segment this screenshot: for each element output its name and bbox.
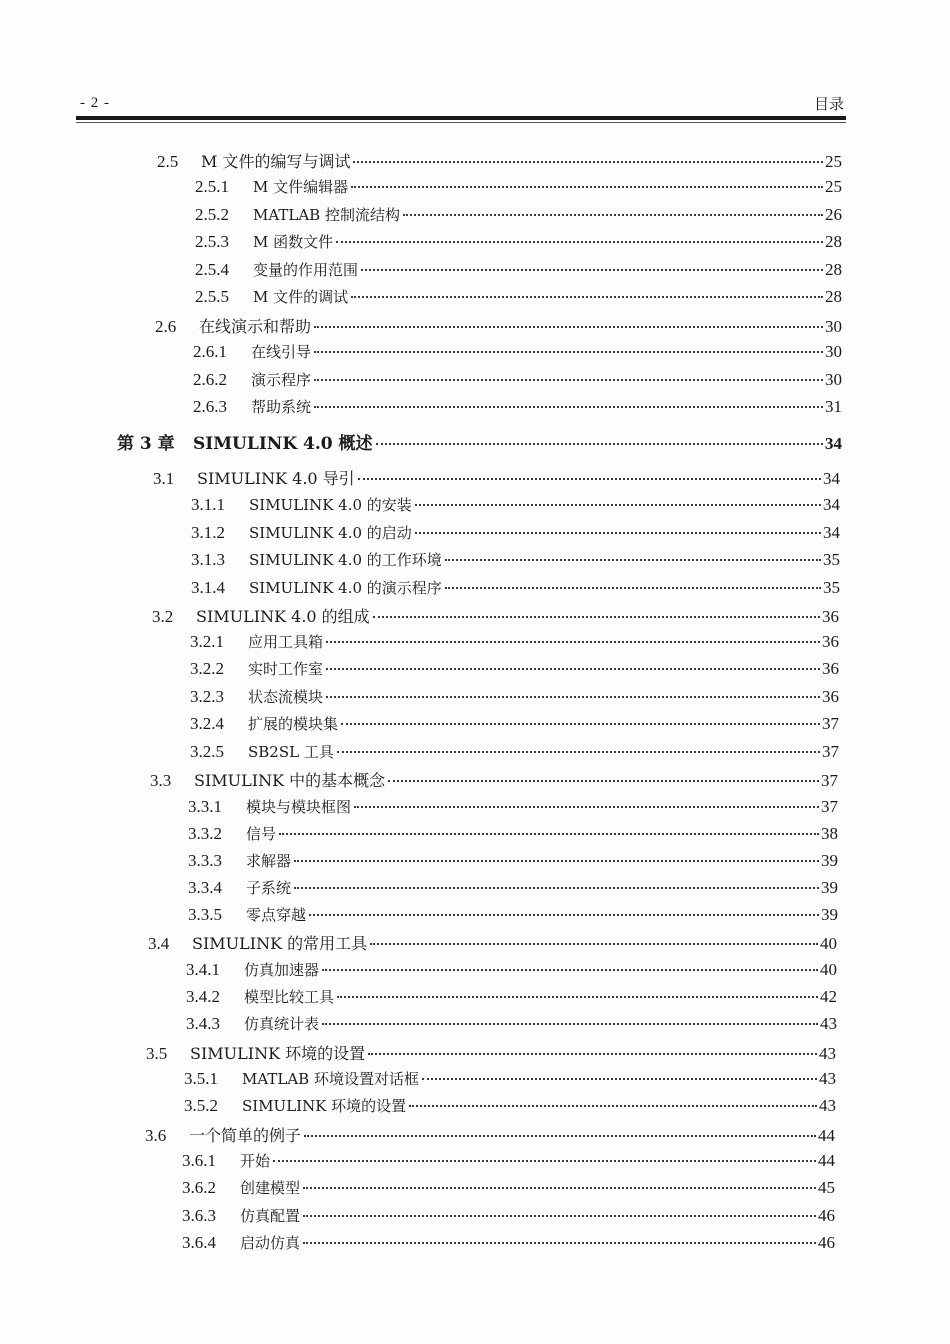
toc-number: 3.3.3 <box>188 851 222 870</box>
toc-number: 3.1.4 <box>191 578 225 597</box>
toc-subsection-entry <box>182 1150 835 1174</box>
toc-number: 2.6.3 <box>193 397 227 416</box>
toc-title: 开始 <box>240 1152 271 1170</box>
dot-leader <box>336 241 823 243</box>
toc-page-number: 36 <box>822 632 839 651</box>
toc-page-number: 28 <box>825 232 842 251</box>
toc-title: SIMULINK 4.0 的安装 <box>249 496 412 514</box>
toc-section-entry <box>152 604 839 628</box>
toc-subsection-entry <box>195 204 842 228</box>
toc-title: 子系统 <box>246 879 292 897</box>
dot-leader <box>376 443 823 445</box>
dot-leader <box>273 1160 816 1162</box>
toc-title: SB2SL 工具 <box>248 743 334 761</box>
toc-title: 仿真加速器 <box>244 961 320 979</box>
dot-leader <box>303 1242 816 1244</box>
dot-leader <box>314 406 823 408</box>
toc-page-number: 39 <box>821 878 838 897</box>
toc-page-number: 36 <box>822 607 839 626</box>
toc-number: 3.5.2 <box>184 1096 218 1115</box>
toc-subsection-entry <box>188 823 838 847</box>
toc-number: 3.4.1 <box>186 960 220 979</box>
toc-page-number: 35 <box>823 550 840 569</box>
dot-leader <box>314 351 823 353</box>
toc-number: 3.2.4 <box>190 714 224 733</box>
dot-leader <box>309 914 819 916</box>
toc-number: 3.3.5 <box>188 905 222 924</box>
toc-page-number: 44 <box>818 1151 835 1170</box>
toc-section-entry <box>145 1123 835 1147</box>
toc-page-number: 45 <box>818 1178 835 1197</box>
toc-section-entry <box>155 314 842 338</box>
dot-leader <box>388 780 819 782</box>
dot-leader <box>445 587 821 589</box>
toc-subsection-entry <box>188 796 838 820</box>
toc-title: SIMULINK 4.0 的组成 <box>196 607 370 626</box>
dot-leader <box>351 186 823 188</box>
toc-number: 2.6.2 <box>193 370 227 389</box>
dot-leader <box>326 696 820 698</box>
toc-subsection-entry <box>193 396 842 420</box>
toc-title: SIMULINK 4.0 概述 <box>193 434 373 454</box>
toc-subsection-entry <box>182 1205 835 1229</box>
toc-title: 仿真统计表 <box>244 1015 320 1033</box>
toc-number: 3.1.3 <box>191 550 225 569</box>
toc-title: SIMULINK 环境的设置 <box>190 1044 366 1063</box>
dot-leader <box>337 751 820 753</box>
toc-title: M 文件的编写与调试 <box>201 152 351 171</box>
toc-number: 3.2.1 <box>190 632 224 651</box>
toc-page-number: 28 <box>825 260 842 279</box>
toc-title: SIMULINK 4.0 导引 <box>197 469 355 488</box>
toc-number: 2.6.1 <box>193 342 227 361</box>
dot-leader <box>373 616 820 618</box>
toc-page-number: 39 <box>821 851 838 870</box>
toc-number: 3.4.3 <box>186 1014 220 1033</box>
toc-page-number: 25 <box>825 177 842 196</box>
toc-subsection-entry <box>193 369 842 393</box>
dot-leader <box>353 161 823 163</box>
toc-number: 3.6.2 <box>182 1178 216 1197</box>
toc-title: 模型比较工具 <box>244 988 335 1006</box>
dot-leader <box>341 723 820 725</box>
toc-page-number: 30 <box>825 317 842 336</box>
dot-leader <box>322 969 818 971</box>
toc-page-number: 43 <box>819 1069 836 1088</box>
toc-number: 2.5.5 <box>195 287 229 306</box>
toc-title: 演示程序 <box>251 371 312 389</box>
toc-subsection-entry <box>195 259 842 283</box>
toc-title: 在线演示和帮助 <box>199 317 312 336</box>
toc-subsection-entry <box>188 877 838 901</box>
toc-number: 3.6.3 <box>182 1206 216 1225</box>
toc-subsection-entry <box>193 341 842 365</box>
toc-page-number: 43 <box>819 1096 836 1115</box>
toc-title: 应用工具箱 <box>248 633 324 651</box>
toc-page-number: 39 <box>821 905 838 924</box>
toc-page-number: 37 <box>822 714 839 733</box>
toc-title: M 函数文件 <box>253 233 334 251</box>
toc-subsection-entry <box>195 231 842 255</box>
toc-page-number: 40 <box>820 934 837 953</box>
toc-number: 3.3.4 <box>188 878 222 897</box>
toc-section-entry <box>153 466 840 490</box>
toc-number: 2.5.1 <box>195 177 229 196</box>
dot-leader <box>303 1215 816 1217</box>
toc-title: 启动仿真 <box>240 1234 301 1252</box>
dot-leader <box>279 833 819 835</box>
toc-page-number: 37 <box>822 742 839 761</box>
toc-page-number: 25 <box>825 152 842 171</box>
toc-page-number: 34 <box>823 523 840 542</box>
toc-number: 3.2.5 <box>190 742 224 761</box>
toc-page-number: 37 <box>821 797 838 816</box>
toc-subsection-entry <box>188 850 838 874</box>
toc-title: 模块与模块框图 <box>246 798 352 816</box>
toc-page-number: 31 <box>825 397 842 416</box>
toc-subsection-entry <box>190 686 839 710</box>
toc-number: 3.2.3 <box>190 687 224 706</box>
toc-number: 2.5.3 <box>195 232 229 251</box>
toc-chapter-number: 第 3 章 <box>117 434 175 454</box>
toc-number: 3.6 <box>145 1126 167 1145</box>
toc-number: 3.3 <box>150 771 172 790</box>
page-number: - 2 - <box>80 95 110 111</box>
toc-title: 仿真配置 <box>240 1207 301 1225</box>
toc-section-entry <box>157 149 842 173</box>
toc-number: 2.5.4 <box>195 260 229 279</box>
toc-number: 3.4.2 <box>186 987 220 1006</box>
toc-title: 状态流模块 <box>248 688 324 706</box>
toc-number: 3.4 <box>148 934 170 953</box>
toc-subsection-entry <box>195 176 842 200</box>
dot-leader <box>314 379 823 381</box>
dot-leader <box>303 1187 816 1189</box>
toc-subsection-entry <box>191 494 840 518</box>
toc-subsection-entry <box>188 904 838 928</box>
toc-title: 变量的作用范围 <box>253 261 359 279</box>
toc-title: SIMULINK 4.0 的工作环境 <box>249 551 442 569</box>
dot-leader <box>445 559 821 561</box>
toc-subsection-entry <box>184 1068 836 1092</box>
toc-title: SIMULINK 4.0 的演示程序 <box>249 579 442 597</box>
toc-title: 在线引导 <box>251 343 312 361</box>
toc-subsection-entry <box>186 986 837 1010</box>
toc-section-entry <box>148 931 837 955</box>
dot-leader <box>351 296 823 298</box>
toc-page-number: 46 <box>818 1206 835 1225</box>
toc-page-number: 30 <box>825 370 842 389</box>
dot-leader <box>422 1078 817 1080</box>
toc-number: 2.5.2 <box>195 205 229 224</box>
toc-page-number: 38 <box>821 824 838 843</box>
toc-number: 3.2 <box>152 607 174 626</box>
dot-leader <box>415 504 821 506</box>
toc-section-entry <box>146 1041 836 1065</box>
dot-leader <box>326 641 820 643</box>
dot-leader <box>294 887 819 889</box>
toc-section-entry <box>150 768 838 792</box>
toc-page-number: 26 <box>825 205 842 224</box>
dot-leader <box>337 996 818 998</box>
dot-leader <box>354 806 819 808</box>
dot-leader <box>370 943 818 945</box>
toc-title: 创建模型 <box>240 1179 301 1197</box>
toc-title: 求解器 <box>246 852 292 870</box>
dot-leader <box>361 269 823 271</box>
dot-leader <box>403 214 823 216</box>
toc-title: SIMULINK 的常用工具 <box>192 934 368 953</box>
dot-leader <box>409 1105 817 1107</box>
toc-number: 3.2.2 <box>190 659 224 678</box>
toc-page-number: 34 <box>825 434 842 453</box>
toc-page-number: 44 <box>818 1126 835 1145</box>
dot-leader <box>368 1053 817 1055</box>
toc-page-number: 28 <box>825 287 842 306</box>
toc-subsection-entry <box>190 631 839 655</box>
dot-leader <box>358 478 821 480</box>
toc-page-number: 37 <box>821 771 838 790</box>
toc-title: SIMULINK 中的基本概念 <box>194 771 386 790</box>
running-header-title: 目录 <box>813 95 844 113</box>
toc-subsection-entry <box>195 286 842 310</box>
dot-leader <box>326 668 820 670</box>
toc-number: 3.1 <box>153 469 175 488</box>
toc-subsection-entry <box>190 713 839 737</box>
toc-subsection-entry <box>182 1232 835 1256</box>
toc-subsection-entry <box>186 1013 837 1037</box>
toc-number: 3.1.1 <box>191 495 225 514</box>
toc-subsection-entry <box>191 522 840 546</box>
toc-subsection-entry <box>191 549 840 573</box>
dot-leader <box>294 860 819 862</box>
toc-page-number: 36 <box>822 659 839 678</box>
toc-number: 3.6.1 <box>182 1151 216 1170</box>
toc-number: 2.6 <box>155 317 177 336</box>
toc-number: 3.5 <box>146 1044 168 1063</box>
toc-title: SIMULINK 4.0 的启动 <box>249 524 412 542</box>
toc-title: MATLAB 控制流结构 <box>253 206 400 224</box>
toc-number: 3.3.1 <box>188 797 222 816</box>
toc-page-number: 43 <box>819 1044 836 1063</box>
dot-leader <box>314 326 823 328</box>
toc-page-number: 40 <box>820 960 837 979</box>
toc-title: MATLAB 环境设置对话框 <box>242 1070 419 1088</box>
header-rule-thin <box>76 122 846 123</box>
toc-subsection-entry <box>186 959 837 983</box>
toc-number: 3.1.2 <box>191 523 225 542</box>
toc-subsection-entry <box>191 577 840 601</box>
dot-leader <box>322 1023 818 1025</box>
toc-number: 3.6.4 <box>182 1233 216 1252</box>
toc-title: 扩展的模块集 <box>248 715 339 733</box>
toc-page-number: 35 <box>823 578 840 597</box>
toc-subsection-entry <box>190 658 839 682</box>
toc-title: 零点穿越 <box>246 906 307 924</box>
toc-number: 2.5 <box>157 152 179 171</box>
toc-page-number: 34 <box>823 469 840 488</box>
toc-page-number: 36 <box>822 687 839 706</box>
toc-page-number: 46 <box>818 1233 835 1252</box>
toc-title: SIMULINK 环境的设置 <box>242 1097 407 1115</box>
toc-title: M 文件的调试 <box>253 288 349 306</box>
toc-chapter-entry <box>117 429 842 453</box>
dot-leader <box>304 1135 816 1137</box>
toc-number: 3.3.2 <box>188 824 222 843</box>
header-rule <box>76 116 846 120</box>
toc-title: 实时工作室 <box>248 660 324 678</box>
toc-page-number: 34 <box>823 495 840 514</box>
toc-number: 3.5.1 <box>184 1069 218 1088</box>
toc-title: 帮助系统 <box>251 398 312 416</box>
toc-page-number: 30 <box>825 342 842 361</box>
toc-subsection-entry <box>184 1095 836 1119</box>
toc-page-number: 43 <box>820 1014 837 1033</box>
dot-leader <box>415 532 821 534</box>
toc-subsection-entry <box>190 741 839 765</box>
toc-page-number: 42 <box>820 987 837 1006</box>
toc-title: M 文件编辑器 <box>253 178 349 196</box>
toc-title: 信号 <box>246 825 277 843</box>
toc-title: 一个简单的例子 <box>189 1126 302 1145</box>
toc-subsection-entry <box>182 1177 835 1201</box>
